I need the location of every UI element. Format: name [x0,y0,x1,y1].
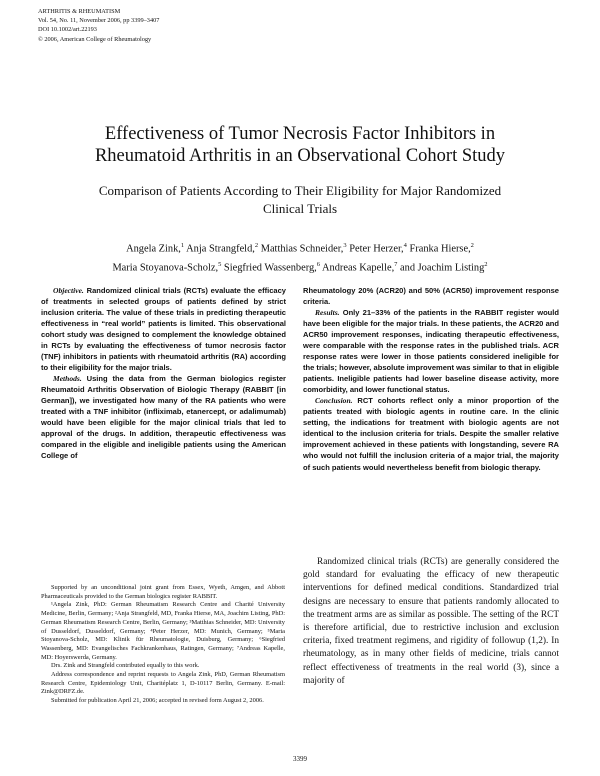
author-name: Franka Hierse, [406,243,471,255]
journal-header [38,7,159,44]
submission-note: Submitted for publication April 21, 2006; accepted in revised form August 2, 2006. [51,697,264,705]
author-name: Andreas Kapelle, [320,262,395,274]
contribution-note: Drs. Zink and Strangfeld contributed equally to this work. [51,662,200,670]
author-name: Maria Stoyanova-Scholz, [112,262,219,274]
footnotes [41,584,285,706]
affiliation-mark: 5 [218,260,222,268]
affiliation-mark: 6 [316,260,321,268]
section-label: Results. [315,308,340,318]
author-line-1 [55,238,545,257]
affiliation-mark: 1 [180,242,185,249]
intro-paragraph: Randomized clinical trials (RCTs) are generally considered the gold standard for evaluating the efficacy of new therapeutic interventions for defined medical conditions. Standardized trial designs are necessary to ensure that patients randomly allocated to the treatment arms are as similar as possible. The setting of the RCT is therefore artificial, due to restrictive inclusion and exclusion criteria, fixed treatment regimens, and rigidity of followup (1,2). In rheumatology, as in many other fields of medicine, trials cannot reflect effectiveness of treatments in the real world (3), since a majority of [303,557,559,686]
author-list [55,238,545,276]
abstract-methods-continued: Rheumatology 20% (ACR20) and 50% (ACR50) improvement response criteria. [303,286,559,307]
page-number: 3399 [293,755,307,763]
doi: DOI 10.1002/art.22193 [38,26,97,34]
affiliation-mark: 4 [403,242,407,249]
section-text: Using the data from the German biologics register Rheumatoid Arthritis Observation of Biologic Therapy (RABBIT [in German]), we investigated how many of the RA patients who were treated with a TNF inhibitor (infliximab, etanercept, or adalimumab) would have been eligible for the major clinical trials that led to approval of the drugs. In addition, therapeutic effectiveness was compared in the eligible and ineligible patients using the American College of [41,374,286,461]
section-text: Only 21–33% of the patients in the RABBIT register would have been eligible for the major trials. In these patients, the ACR20 and ACR50 improvement responses, indicating therapeutic effectiveness, were comparable with the response rates in the published trials. ACR response rates were lower in those patients considered ineligible for the trials; however, absolute improvement was similar to that in eligible patients. Ineligible patients had lower baseline disease activity, more comorbidity, and lower functional status. [303,308,559,395]
author-name: Angela Zink, [126,243,181,255]
copyright: © 2006, American College of Rheumatology [38,35,152,43]
article-subtitle: Comparison of Patients According to Their Eligibility for Major Randomized Clinical Trials [98,183,502,216]
journal-name: ARTHRITIS & RHEUMATISM [38,8,121,15]
author-name: Matthias Schneider, [258,243,344,255]
section-text: Randomized clinical trials (RCTs) evaluate the efficacy of treatments in selected groups of patients defined by strict inclusion criteria. The value of these trials in predicting therapeutic effectiveness in “real world” patients is limited. This observational cohort study was designed to complement the knowledge obtained in RCTs by evaluating the effectiveness of tumor necrosis factor (TNF) inhibitors in patients with rheumatoid arthritis (RA) according to their eligibility for the major trials. [41,286,286,373]
abstract-methods [41,373,286,461]
author-name: and Joachim Listing [397,262,485,274]
volume-info: Vol. 54, No. 11, November 2006, pp 3399–3407 [38,17,160,25]
author-name: Siegfried Wassenberg, [221,262,317,274]
affiliation-mark: 7 [394,260,398,268]
article-title: Effectiveness of Tumor Necrosis Factor Inhibitors in Rheumatoid Arthritis in an Observational Cohort Study [94,124,506,166]
abstract-right-column [303,285,559,473]
affiliations-note: ¹Angela Zink, PhD: German Rheumatism Research Centre and Charité University Medicine, Berlin, Germany; ²Anja Strangfeld, MD, Franka Hierse, MA, Joachim Listing, PhD: German Rheumatism Research Centre, Berlin, Germany; ³Matthias Schneider, MD: University of Dusseldorf, Dusseldorf, Germany; ⁴Peter Herzer, MD: Munich, Germany; ⁵Maria Stoyanova-Scholz, MD: Klinik für Rheumatologie, Duisburg, Germany; ⁶Siegfried Wassenberg, MD: Evangelisches Fachkrankenhaus, Ratingen, Germany; ⁷Andreas Kapelle, MD: Hoyerswerda, Germany. [41,601,285,661]
correspondence-note: Address correspondence and reprint requests to Angela Zink, PhD, German Rheumatism Research Centre, Epidemiology Unit, Charitéplatz 1, D-10117 Berlin, Germany. E-mail: Zink@DRFZ.de. [41,671,285,696]
abstract-conclusion [303,395,559,472]
affiliation-mark: 3 [343,242,347,249]
abstract-left-column [41,285,286,462]
author-name: Peter Herzer, [346,243,404,255]
section-text: RCT cohorts reflect only a minor proportion of the patients treated with biologic agents in routine care. In the clinic setting, the indications for treatment with biologic agents are not identical to the inclusion criteria for trials. Despite the smaller relative improvement achieved in these patients with longstanding, severe RA who would not fulfill the inclusion criteria of a major trial, the majority of such patients would nevertheless benefit from biologic therapy. [303,396,559,472]
section-label: Objective. [53,286,84,295]
author-name: Anja Strangfeld, [184,243,255,255]
funding-note: Supported by an unconditional joint grant from Essex, Wyeth, Amgen, and Abbott Pharmaceuticals provided to the German biologics register RABBIT. [41,584,285,600]
body-text [303,556,559,688]
affiliation-mark: 2 [254,242,259,249]
section-label: Methods. [53,374,82,384]
abstract-objective [41,285,286,373]
affiliation-mark: 2 [470,242,474,249]
author-line-2 [55,257,545,276]
abstract-results [303,307,559,395]
affiliation-mark: 2 [484,260,488,268]
section-label: Conclusion. [315,396,353,406]
